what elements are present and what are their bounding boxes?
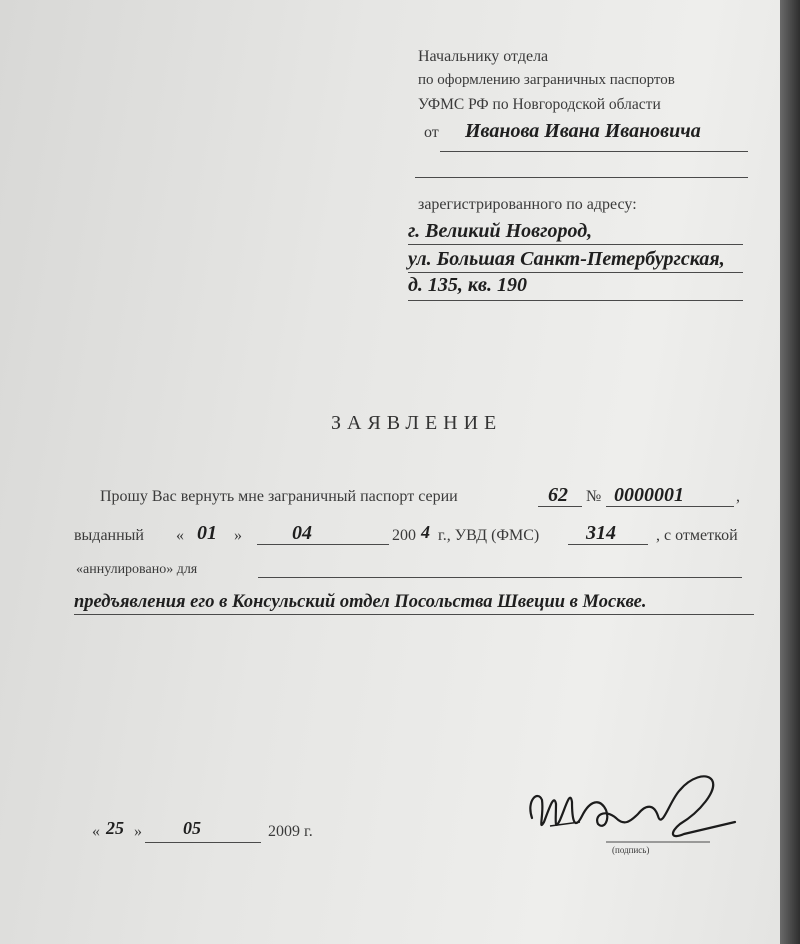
date-day: 25 bbox=[106, 818, 124, 838]
issue-month: 04 bbox=[292, 522, 312, 544]
purpose-line bbox=[74, 614, 754, 615]
department-code: 314 bbox=[586, 522, 616, 544]
applicant-name-line bbox=[440, 151, 748, 152]
address-line-3 bbox=[408, 300, 743, 301]
addressee-line-3: УФМС РФ по Новгородской области bbox=[418, 96, 661, 113]
address-label: зарегистрированного по адресу: bbox=[418, 196, 637, 213]
month-line bbox=[257, 544, 389, 545]
date-quote-open: « bbox=[92, 823, 100, 840]
quote-open: « bbox=[176, 527, 184, 544]
issued-label: выданный bbox=[74, 527, 144, 544]
quote-close: » bbox=[234, 527, 242, 544]
passport-number: 0000001 bbox=[614, 484, 684, 506]
blank-line bbox=[415, 177, 748, 178]
address-line-2 bbox=[408, 272, 743, 273]
issue-year-digit: 4 bbox=[421, 522, 430, 542]
number-label: № bbox=[586, 488, 602, 505]
mark-text: , с отметкой bbox=[656, 527, 738, 544]
date-year: 2009 г. bbox=[268, 823, 313, 840]
purpose-text: предъявления его в Консульский отдел Посольства Швеции в Москве. bbox=[74, 592, 647, 612]
from-label: от bbox=[424, 124, 439, 141]
signature-caption: (подпись) bbox=[612, 845, 650, 855]
comma: , bbox=[736, 488, 740, 505]
issue-year-suffix: г., УВД (ФМС) bbox=[438, 527, 540, 544]
date-month: 05 bbox=[183, 818, 201, 838]
issue-year-prefix: 200 bbox=[392, 527, 416, 544]
number-line bbox=[606, 506, 734, 507]
address-house: д. 135, кв. 190 bbox=[408, 274, 527, 296]
request-text: Прошу Вас вернуть мне заграничный паспорт серии bbox=[100, 488, 458, 505]
addressee-line-1: Начальнику отдела bbox=[418, 48, 549, 65]
page-edge-shadow bbox=[780, 0, 800, 944]
address-city: г. Великий Новгород, bbox=[408, 220, 593, 242]
addressee-line-2: по оформлению заграничных паспортов bbox=[418, 72, 675, 88]
address-street: ул. Большая Санкт-Петербургская, bbox=[408, 248, 725, 270]
applicant-name: Иванова Ивана Ивановича bbox=[465, 120, 701, 142]
address-line-1 bbox=[408, 244, 743, 245]
document-title: ЗАЯВЛЕНИЕ bbox=[331, 412, 503, 434]
passport-series: 62 bbox=[548, 484, 568, 506]
annulled-text: «аннулировано» для bbox=[76, 562, 198, 577]
date-quote-close: » bbox=[134, 823, 142, 840]
issue-day: 01 bbox=[197, 522, 217, 544]
series-line bbox=[538, 506, 582, 507]
date-month-line bbox=[145, 842, 261, 843]
annulled-line bbox=[258, 577, 742, 578]
department-line bbox=[568, 544, 648, 545]
